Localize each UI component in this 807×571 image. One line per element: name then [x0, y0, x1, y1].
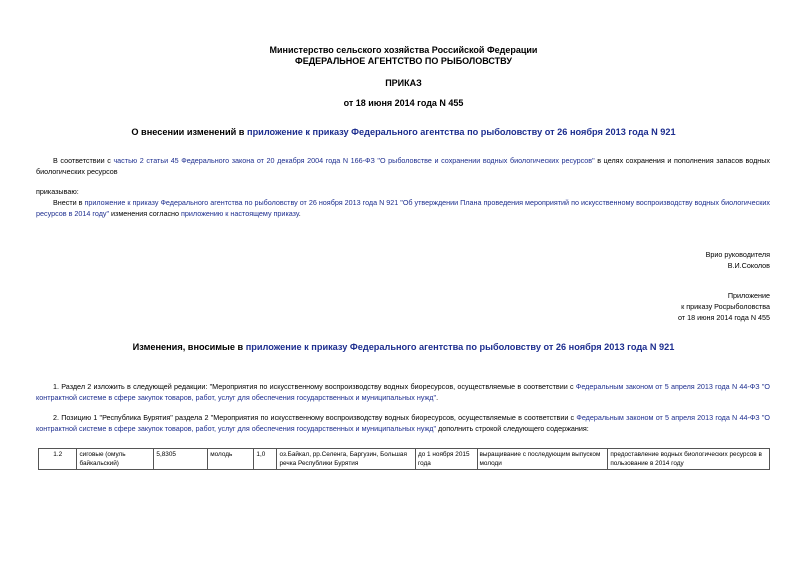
cell-purpose: предоставление водных биологических ресурсов в пользование в 2014 году — [608, 449, 770, 470]
table-row — [39, 449, 770, 470]
cell-stage: молодь — [208, 449, 254, 470]
directive-text-2: изменения согласно — [109, 209, 182, 218]
signature-title: Врио руководителя — [705, 250, 770, 259]
cell-deadline: до 1 ноября 2015 года — [415, 449, 477, 470]
item2-text-1: 2. Позицию 1 "Республика Бурятия" раздела 2 "Мероприятия по искусственному воспроизводству водных биоресурсов, осуществляемые в соответствии с — [53, 413, 577, 422]
changes-table — [38, 448, 770, 470]
directive-text-1: Внести в — [53, 198, 85, 207]
appendix-ref-line-2: к приказу Росрыболовства — [681, 302, 770, 311]
appendix-ref-line-3: от 18 июня 2014 года N 455 — [677, 313, 770, 322]
item1-text-1: 1. Раздел 2 изложить в следующей редакции: "Мероприятия по искусственному воспроизводству водных биоресурсов, осуществляемые в соответствии с — [53, 382, 576, 391]
directive-paragraph — [36, 197, 770, 219]
item2-law-link[interactable]: Федеральным законом от 5 апреля 2013 года N 44-ФЗ "О контрактной системе в сфере закупок товаров, работ, услуг для обеспечения государственных и муниципальных нужд" — [36, 413, 770, 433]
signature-name: В.И.Соколов — [727, 261, 770, 270]
preamble-law-link[interactable]: частью 2 статьи 45 Федерального закона от 20 декабря 2004 года N 166-ФЗ "О рыболовстве и сохранении водных биологических ресурсов" — [113, 156, 595, 165]
directive-order-link[interactable]: приложение к приказу Федерального агентства по рыболовству от 26 ноября 2013 года N 921 "Об утверждении Плана проведения мероприятий по искусственному воспроизводству водных биологических ресурсов в 2014 году" — [36, 198, 770, 218]
agency-name: ФЕДЕРАЛЬНОЕ АГЕНТСТВО ПО РЫБОЛОВСТВУ — [295, 56, 512, 66]
directive-text-3: . — [298, 209, 301, 218]
appendix-reference — [678, 290, 770, 323]
change-item-1 — [36, 381, 770, 403]
item1-text-2: . — [436, 393, 439, 402]
cell-weight: 1,0 — [254, 449, 277, 470]
appendix-title — [0, 342, 807, 352]
directive-appendix-link[interactable]: приложению к настоящему приказу — [181, 209, 299, 218]
cell-position: 1.2 — [39, 449, 77, 470]
cell-method: выращивание с последующим выпуском молоди — [477, 449, 608, 470]
cell-location: оз.Байкал, рр.Селенга, Баргузин, Большая речка Республики Бурятия — [277, 449, 416, 470]
cell-quantity: 5,8305 — [154, 449, 208, 470]
item1-law-link[interactable]: Федеральным законом от 5 апреля 2013 года N 44-ФЗ "О контрактной системе в сфере закупок товаров, работ, услуг для обеспечения государственных и муниципальных нужд" — [36, 382, 770, 402]
document-header — [0, 45, 807, 67]
ministry-name: Министерство сельского хозяйства Российской Федерации — [269, 45, 538, 55]
subject-link[interactable]: приложение к приказу Федерального агентства по рыболовству от 26 ноября 2013 года N 921 — [247, 127, 676, 137]
preamble-paragraph — [36, 155, 770, 177]
subject-prefix: О внесении изменений в — [131, 127, 248, 137]
document-subject — [0, 127, 807, 137]
appendix-ref-line-1: Приложение — [727, 291, 770, 300]
preamble-text-1: В соответствии с — [53, 156, 114, 165]
cell-species: сиговые (омуль байкальский) — [77, 449, 154, 470]
document-date-number: от 18 июня 2014 года N 455 — [343, 98, 464, 108]
change-item-2 — [36, 412, 770, 434]
document-type: ПРИКАЗ — [385, 78, 422, 88]
appendix-title-link[interactable]: приложение к приказу Федерального агентства по рыболовству от 26 ноября 2013 года N 921 — [245, 342, 675, 352]
appendix-title-prefix: Изменения, вносимые в — [132, 342, 246, 352]
order-word: приказываю: — [36, 187, 79, 196]
item2-text-2: дополнить строкой следующего содержания: — [436, 424, 589, 433]
preamble-text-2: в целях сохранения и пополнения запасов водных биологических ресурсов — [36, 156, 771, 176]
signature-block — [706, 249, 770, 271]
